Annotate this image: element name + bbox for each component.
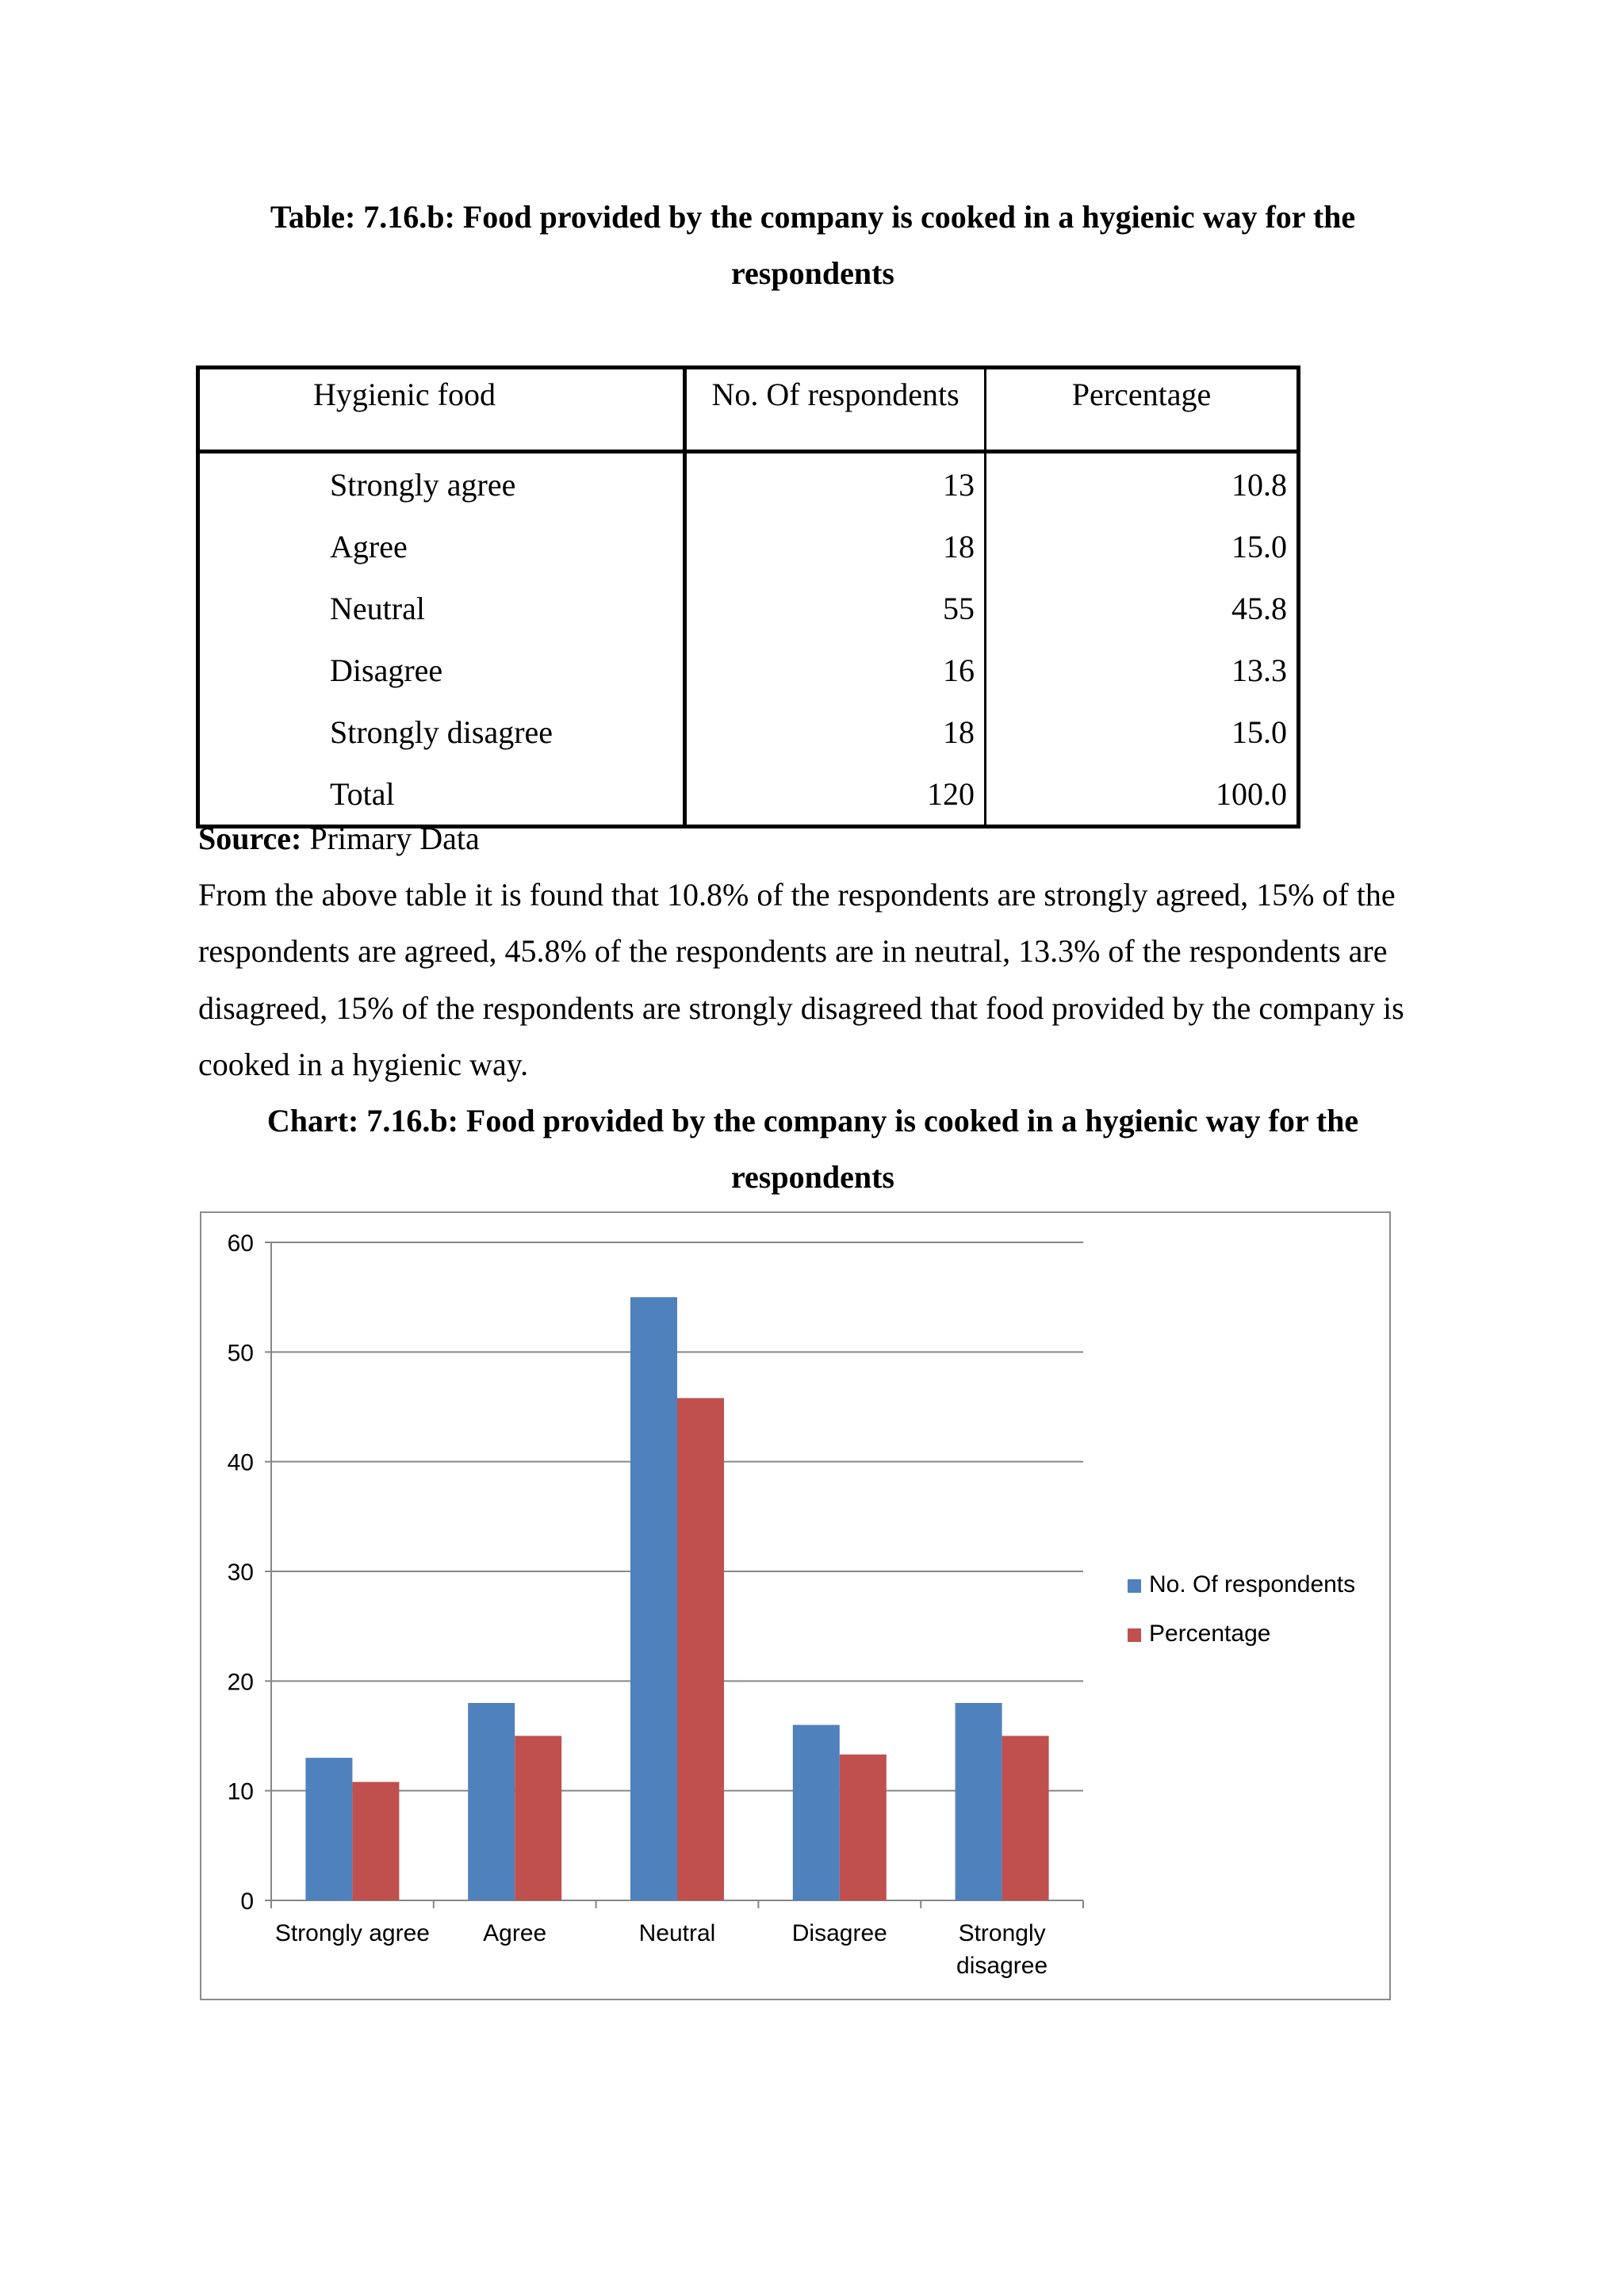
bar-respondents xyxy=(468,1703,515,1900)
table-heading-line2: respondents xyxy=(731,255,894,291)
row-count: 18 xyxy=(685,515,986,577)
y-tick-label: 40 xyxy=(227,1449,254,1476)
row-label: Agree xyxy=(198,515,685,577)
chart-heading xyxy=(198,1093,1427,1205)
bar-chart xyxy=(201,1213,1389,1999)
row-percentage: 15.0 xyxy=(986,515,1299,577)
bar-percentage xyxy=(1002,1736,1049,1901)
bar-respondents xyxy=(630,1297,677,1900)
row-count: 16 xyxy=(685,639,986,701)
row-percentage: 100.0 xyxy=(986,763,1299,827)
y-tick-label: 30 xyxy=(227,1559,254,1586)
x-tick-label: Agree xyxy=(483,1920,547,1946)
table-header-row xyxy=(198,368,1299,452)
table-heading xyxy=(198,189,1427,301)
row-count: 18 xyxy=(685,701,986,763)
x-tick-label: Neutral xyxy=(638,1920,716,1946)
row-count: 13 xyxy=(685,452,986,516)
x-tick-label: Strongly xyxy=(958,1920,1046,1946)
row-percentage: 13.3 xyxy=(986,639,1299,701)
legend-swatch xyxy=(1128,1628,1141,1642)
bar-percentage xyxy=(352,1782,399,1900)
row-label: Strongly disagree xyxy=(198,701,685,763)
header-no-of-respondents: No. Of respondents xyxy=(685,368,986,452)
table-row xyxy=(198,639,1299,701)
table-row xyxy=(198,577,1299,639)
chart-heading-line2: respondents xyxy=(731,1159,894,1195)
table-row xyxy=(198,701,1299,763)
description-paragraph: From the above table it is found that 10.8% of the respondents are strongly agreed, 15% of the respondents are agreed, 45.8% of the respondents are in neutral, 13.3% of the respondents are disagreed, 15% of the respondents are strongly disagreed that food provided by the company is cooked in a hygienic way. xyxy=(198,877,1404,1082)
x-tick-label: Strongly agree xyxy=(274,1920,430,1946)
y-tick-label: 10 xyxy=(227,1778,254,1805)
source-label: Source: xyxy=(198,821,302,856)
row-count: 120 xyxy=(685,763,986,827)
bar-percentage xyxy=(840,1755,887,1900)
y-tick-label: 50 xyxy=(227,1340,254,1367)
legend-swatch xyxy=(1128,1579,1141,1593)
row-percentage: 10.8 xyxy=(986,452,1299,516)
bar-percentage xyxy=(515,1736,561,1901)
row-percentage: 45.8 xyxy=(986,577,1299,639)
row-label: Disagree xyxy=(198,639,685,701)
header-percentage: Percentage xyxy=(986,368,1299,452)
data-table xyxy=(196,365,1300,828)
table-row xyxy=(198,452,1299,516)
chart-heading-line1: Chart: 7.16.b: Food provided by the company is cooked in a hygienic way for the xyxy=(266,1103,1359,1138)
source-note xyxy=(198,810,480,867)
source-value: Primary Data xyxy=(301,821,480,856)
row-percentage: 15.0 xyxy=(986,701,1299,763)
chart-container xyxy=(200,1211,1391,2000)
table-heading-line1: Table: 7.16.b: Food provided by the company is cooked in a hygienic way for the xyxy=(270,199,1356,235)
legend-label: No. Of respondents xyxy=(1149,1571,1356,1598)
x-tick-label: Disagree xyxy=(791,1920,887,1946)
header-hygienic-food: Hygienic food xyxy=(198,368,685,452)
y-tick-label: 0 xyxy=(240,1888,254,1915)
bar-percentage xyxy=(677,1398,724,1900)
row-label: Neutral xyxy=(198,577,685,639)
bar-respondents xyxy=(305,1758,352,1900)
x-tick-label: disagree xyxy=(956,1953,1048,1979)
bar-respondents xyxy=(956,1703,1002,1900)
table-row xyxy=(198,515,1299,577)
bar-respondents xyxy=(793,1725,840,1900)
y-tick-label: 60 xyxy=(227,1230,254,1257)
row-label: Strongly agree xyxy=(198,452,685,516)
legend-label: Percentage xyxy=(1149,1621,1271,1647)
row-count: 55 xyxy=(685,577,986,639)
row-label: Total xyxy=(198,763,685,827)
y-tick-label: 20 xyxy=(227,1669,254,1696)
